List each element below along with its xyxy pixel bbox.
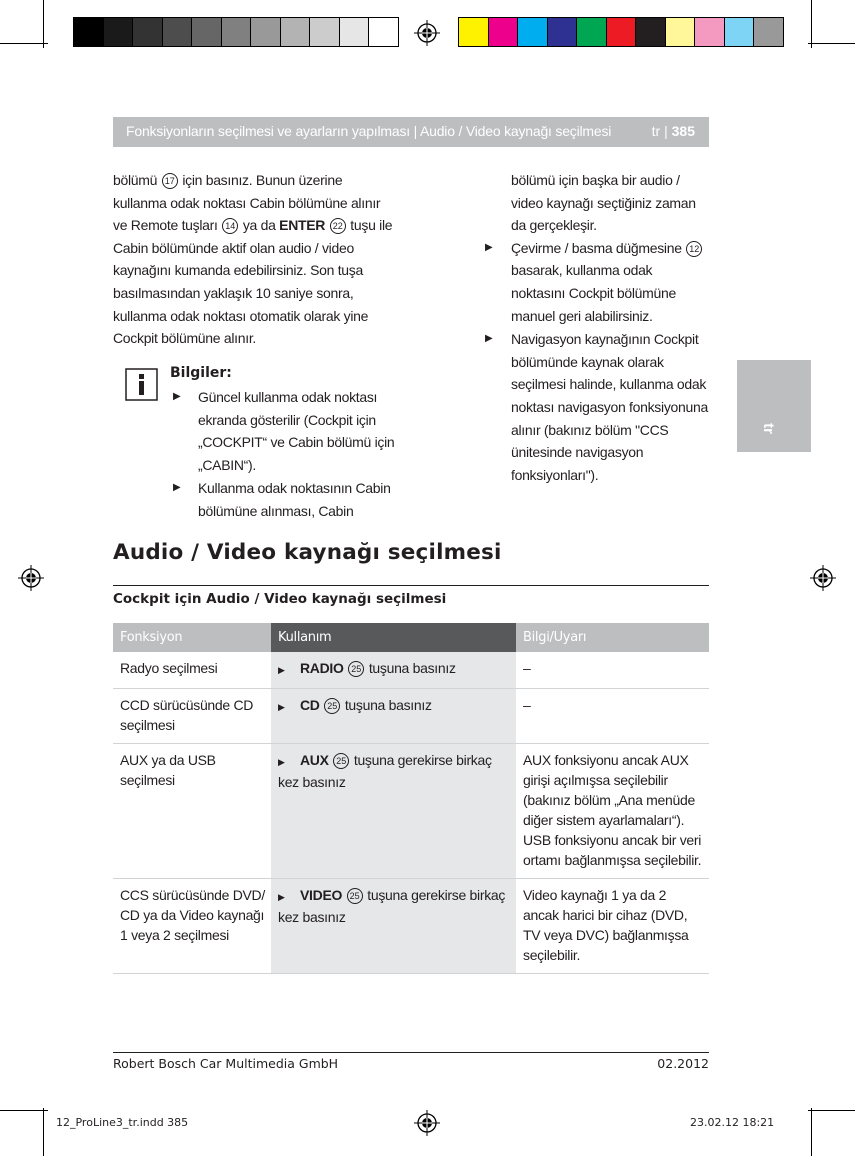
- usage-cell: ▶ VIDEO 25 tuşuna gerekirse birkaç kez basınız: [271, 879, 516, 974]
- subsection-title: Cockpit için Audio / Video kaynağı seçilmesi: [113, 591, 447, 607]
- function-cell: AUX ya da USB seçilmesi: [113, 744, 271, 879]
- color-swatch: [132, 17, 163, 47]
- footer-company: Robert Bosch Car Multimedia GmbH: [113, 1056, 339, 1071]
- function-cell: Radyo seçilmesi: [113, 652, 271, 689]
- key-number-badge: 14: [222, 218, 238, 234]
- bullet-arrow-icon: ▶: [278, 665, 285, 675]
- info-title: Bilgiler:: [170, 365, 232, 381]
- left-column: [113, 169, 403, 350]
- info-cell: Video kaynağı 1 ya da 2 ancak harici bir cihaz (DVD, TV veya DVC) bağlanmışsa seçilebilir.: [516, 879, 709, 974]
- color-swatch: [368, 17, 399, 47]
- usage-cell: ▶ CD 25 tuşuna basınız: [271, 689, 516, 744]
- color-swatch: [724, 17, 755, 47]
- color-swatch: [635, 17, 666, 47]
- header-title: Fonksiyonların seçilmesi ve ayarların yapılması | Audio / Video kaynağı seçilmesi: [126, 123, 612, 139]
- text-line: bölümü 17 için basınız. Bunun üzerine: [113, 172, 343, 188]
- registration-mark-icon: [810, 565, 836, 591]
- table-row: [113, 744, 709, 879]
- bullet-arrow-icon: ▶: [173, 482, 181, 494]
- bullet-arrow-icon: ▶: [173, 391, 181, 402]
- info-cell: –: [516, 652, 709, 689]
- color-swatch: [488, 17, 519, 47]
- key-number-badge: 17: [162, 173, 178, 189]
- table-row: [113, 879, 709, 974]
- registration-mark-icon: [18, 565, 44, 591]
- color-swatch: [309, 17, 340, 47]
- usage-cell: ▶ AUX 25 tuşuna gerekirse birkaç kez basınız: [271, 744, 516, 879]
- running-header: [113, 117, 709, 147]
- table-header-row: [113, 623, 709, 652]
- color-swatch: [280, 17, 311, 47]
- bullet-arrow-icon: ▶: [278, 892, 285, 902]
- color-swatch: [73, 17, 104, 47]
- color-swatch: [547, 17, 578, 47]
- list-item: ▶ Navigasyon kaynağının Cockpit bölümünde kaynak olarak seçilmesi halinde, kullanma odak noktası navigasyon fonksiyonuna alınır (bakınız bölüm "CCS ünitesinde navigasyon fonksiyonları").: [483, 328, 713, 486]
- text-line: kullanma odak noktası otomatik olarak yine: [113, 307, 369, 324]
- bullet-arrow-icon: ▶: [485, 333, 493, 345]
- bullet-arrow-icon: ▶: [278, 757, 285, 767]
- info-cell: AUX fonksiyonu ancak AUX girişi açılmışsa seçilebilir (bakınız bölüm „Ana menüde diğer sistem ayarlamaları“). USB fonksiyonu ancak bir veri ortamı bağlanmışsa seçilebilir.: [516, 744, 709, 879]
- color-swatch: [103, 17, 134, 47]
- list-item: ▶ Kullanma odak noktasının Cabin bölümüne alınması, Cabin: [170, 477, 405, 522]
- color-swatch: [191, 17, 222, 47]
- text-line: basılmasından yaklaşık 10 saniye sonra,: [113, 284, 354, 301]
- registration-mark-icon: [414, 1110, 440, 1136]
- color-swatch: [517, 17, 548, 47]
- key-number-badge: 25: [333, 753, 349, 769]
- color-swatch: [753, 17, 784, 47]
- color-swatch: [665, 17, 696, 47]
- text-line: kaynağını kumanda edebilirsiniz. Son tuşa: [113, 262, 363, 279]
- function-cell: CCS sürücüsünde DVD/ CD ya da Video kaynağı 1 veya 2 seçilmesi: [113, 879, 271, 974]
- table-row: [113, 652, 709, 689]
- registration-mark-icon: [414, 20, 440, 46]
- function-table: [113, 623, 709, 974]
- color-swatch: [606, 17, 637, 47]
- footer-divider: [113, 1052, 709, 1053]
- column-header: Kullanım: [271, 623, 516, 652]
- list-item: ▶ Güncel kullanma odak noktası ekranda gösterilir (Cockpit için „COCKPIT“ ve Cabin bölümü için „CABIN“).: [170, 386, 405, 476]
- slug-filename: 12_ProLine3_tr.indd 385: [56, 1116, 189, 1129]
- section-title: Audio / Video kaynağı seçilmesi: [113, 540, 502, 565]
- key-number-badge: 25: [347, 888, 363, 904]
- color-swatch: [576, 17, 607, 47]
- bullet-arrow-icon: ▶: [278, 702, 285, 712]
- text-line: ve Remote tuşları 14 ya da ENTER 22 tuşu ile: [113, 217, 393, 234]
- info-list: [170, 386, 405, 523]
- text-line: Cockpit bölümüne alınır.: [113, 330, 256, 347]
- slug-timestamp: 23.02.12 18:21: [690, 1116, 775, 1129]
- language-side-tab: [737, 360, 811, 452]
- side-tab-label: tr: [759, 423, 777, 434]
- key-number-badge: 22: [330, 218, 346, 234]
- text-line: kullanma odak noktası Cabin bölümüne alınır: [113, 194, 381, 211]
- color-swatch: [221, 17, 252, 47]
- table-row: [113, 689, 709, 744]
- usage-cell: ▶ RADIO 25 tuşuna basınız: [271, 652, 516, 689]
- column-header: Fonksiyon: [113, 623, 271, 652]
- function-cell: CCD sürücüsünde CD seçilmesi: [113, 689, 271, 744]
- info-cell: –: [516, 689, 709, 744]
- color-swatch: [694, 17, 725, 47]
- section-divider: [113, 585, 709, 586]
- page-number: tr | 385: [651, 123, 695, 139]
- key-number-badge: 25: [348, 661, 364, 677]
- text-line: Cabin bölümünde aktif olan audio / video: [113, 239, 354, 256]
- footer-date: 02.2012: [657, 1056, 709, 1071]
- info-icon: [125, 368, 158, 401]
- list-item: ▶ Çevirme / basma düğmesine 12 basarak, kullanma odak noktasını Cockpit bölümüne manuel geri alabilirsiniz.: [483, 237, 713, 327]
- key-number-badge: 12: [686, 241, 702, 257]
- key-number-badge: 25: [324, 698, 340, 714]
- right-column: bölümü için başka bir audio / video kaynağı seçtiğiniz zaman da gerçekleşir. ▶ Çevirme / basma düğmesine 12 basarak, kullanma odak noktasını Cockpit bölümüne manuel geri alabilirsiniz. ▶ Navigasyon kaynağının Cockpit bölümünde kaynak olarak seçilmesi halinde, kullanma odak noktası navigasyon fonksiyonuna alınır (bakınız bölüm "CCS ünitesinde navigasyon fonksiyonları").: [483, 169, 713, 486]
- color-swatch: [162, 17, 193, 47]
- color-swatch: [458, 17, 489, 47]
- color-swatch: [250, 17, 281, 47]
- color-swatch: [339, 17, 370, 47]
- bullet-arrow-icon: ▶: [485, 241, 493, 253]
- column-header: Bilgi/Uyarı: [516, 623, 709, 652]
